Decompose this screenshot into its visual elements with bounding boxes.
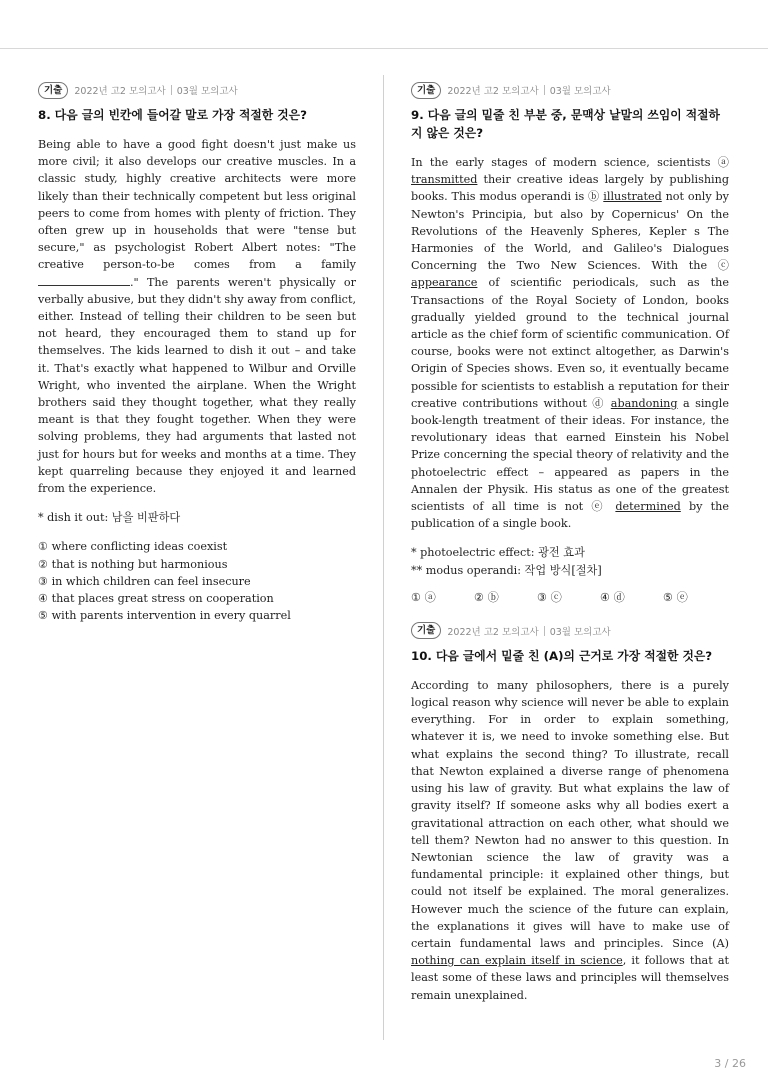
question-title: 8. 다음 글의 빈칸에 들어갈 말로 가장 적절한 것은? (38, 108, 307, 122)
passage (411, 677, 729, 1004)
exam-year: 2022년 고2 모의고사 (447, 86, 539, 97)
footnotes (411, 544, 729, 578)
meta-separator (544, 626, 545, 636)
underlined-word: appearance (411, 276, 478, 290)
passage-text: ." The parents weren't physically or verbally abusive, but they didn't shy away from conflict, either. Instead of telling their children to be seen but not heard, they encouraged them to stand up for themselves. The kids learned to dish it out – and take it. That's exactly what happened to Wilbur and Orville Wright, who invented the airplane. When the Wright brothers said they thought together, what they really meant is that they fought together. When they were solving problems, they had arguments that lasted not just for hours but for weeks and months at a time. They kept quarreling because they enjoyed it and learned from the experience. (38, 275, 356, 496)
answer-choices (411, 589, 729, 605)
meta-separator (544, 85, 545, 95)
passage-text: Being able to have a good fight doesn't just make us more civil; it also develops our creative muscles. In a classic study, highly creative architects were more likely than their technically competent but less original peers to come from homes with plenty of friction. They often grew up in households that were "tense but secure," as psychologist Robert Albert notes: "The creative person-to-be comes from a family (38, 138, 356, 272)
footnote: * photoelectric effect: 광전 효과 (411, 546, 585, 560)
underlined-word: determined (615, 500, 681, 514)
passage (411, 154, 729, 532)
underlined-phrase: nothing can explain itself in science (411, 954, 623, 968)
question-meta (411, 621, 729, 641)
passage-text: of scientific periodicals, such as the Transactions of the Royal Society of London, books gradually yielded ground to the technical journal article as the chief form of scientific communication. Of course, books were not extinct altogether, as Darwin's Origin of Species shows. Even so, it eventually became possible for scientists to establish a reputation for their creative contributions without ⓓ (411, 276, 729, 410)
question-title: 10. 다음 글에서 밑줄 친 (A)의 근거로 가장 적절한 것은? (411, 648, 713, 663)
page-number: 3 / 26 (714, 1057, 746, 1070)
column-divider (383, 75, 384, 1040)
passage-text: a single book-length treatment of their ideas. For instance, the revolutionary ideas that earned Einstein his Nobel Prize concerning the special theory of relativity and the photoelectric effect – appeared as papers in the Annalen der Physik. His status as one of the greatest scientists of all time is not ⓔ (411, 396, 729, 514)
underlined-word: abandoning (610, 396, 678, 410)
passage-text: According to many philosophers, there is a purely logical reason why science will never be able to explain everything. For in order to explain something, whatever it is, we need to invoke something else. But what explains the second thing? To illustrate, recall that Newton explained a diverse range of phenomena using his law of gravity. But what explains the law of gravity itself? If someone asks why all bodies exert a gravitational attraction on each other, what should we tell them? Newton had no answer to this question. In Newtonian science the law of gravity was a fundamental principle: it explained other things, but could not itself be explained. The moral generalizes. However much the science of the future can explain, the explanations it gives will have to make use of certain fundamental laws and principles. Since (A) (411, 678, 729, 950)
answer-option[interactable]: ② that is nothing but harmonious (38, 557, 228, 571)
answer-choice[interactable]: ③ ⓒ (537, 590, 562, 604)
passage (38, 136, 356, 497)
exam-month: 03월 모의고사 (549, 86, 611, 97)
exam-year: 2022년 고2 모의고사 (447, 626, 539, 638)
question-title: 9. 다음 글의 밑줄 친 부분 중, 문맥상 낱말의 쓰임이 적절하지 않은 것은? (411, 108, 720, 140)
question-meta (411, 80, 729, 100)
underlined-word: illustrated (603, 190, 662, 204)
question-10 (411, 621, 729, 1004)
answer-choice[interactable]: ② ⓑ (474, 590, 499, 604)
right-column (411, 80, 729, 1004)
exam-year: 2022년 고2 모의고사 (74, 86, 166, 97)
meta-separator (171, 85, 172, 95)
passage-text: not only by Newton's Principia, but also by Copernicus' On the Revolutions of the Heavenly Spheres, Kepler s The Harmonies of the World, and Galileo's Dialogues Concerning the Two New Sciences. With the ⓒ (411, 190, 729, 273)
passage-text: by the publication of a single book. (411, 500, 729, 531)
question-meta (38, 80, 356, 100)
source-badge: 기출 (411, 622, 441, 639)
footnote: * dish it out: 남을 비판하다 (38, 511, 181, 525)
exam-month: 03월 모의고사 (176, 86, 238, 97)
answer-option[interactable]: ④ that places great stress on cooperation (38, 592, 274, 606)
answer-option[interactable]: ① where conflicting ideas coexist (38, 540, 228, 554)
underlined-word: transmitted (411, 173, 478, 187)
question-9 (411, 80, 729, 605)
footnote: ** modus operandi: 작업 방식[절차] (411, 563, 602, 577)
passage-text: , it follows that at least some of these laws and principles will themselves remain unexplained. (411, 954, 729, 1002)
passage-text: their creative ideas largely by publishing books. This modus operandi is ⓑ (411, 173, 729, 204)
question-8 (38, 80, 356, 624)
source-badge: 기출 (411, 82, 441, 99)
source-badge: 기출 (38, 82, 68, 99)
answer-choice[interactable]: ⑤ ⓔ (663, 590, 688, 604)
answer-blank (38, 275, 130, 286)
answer-options (38, 538, 356, 624)
header-rule (0, 48, 768, 49)
answer-choice[interactable]: ① ⓐ (411, 590, 436, 604)
passage-text: In the early stages of modern science, scientists ⓐ (411, 156, 729, 169)
answer-option[interactable]: ⑤ with parents intervention in every quarrel (38, 609, 291, 623)
answer-option[interactable]: ③ in which children can feel insecure (38, 574, 251, 588)
answer-choice[interactable]: ④ ⓓ (600, 590, 625, 604)
exam-month: 03월 모의고사 (549, 626, 611, 638)
